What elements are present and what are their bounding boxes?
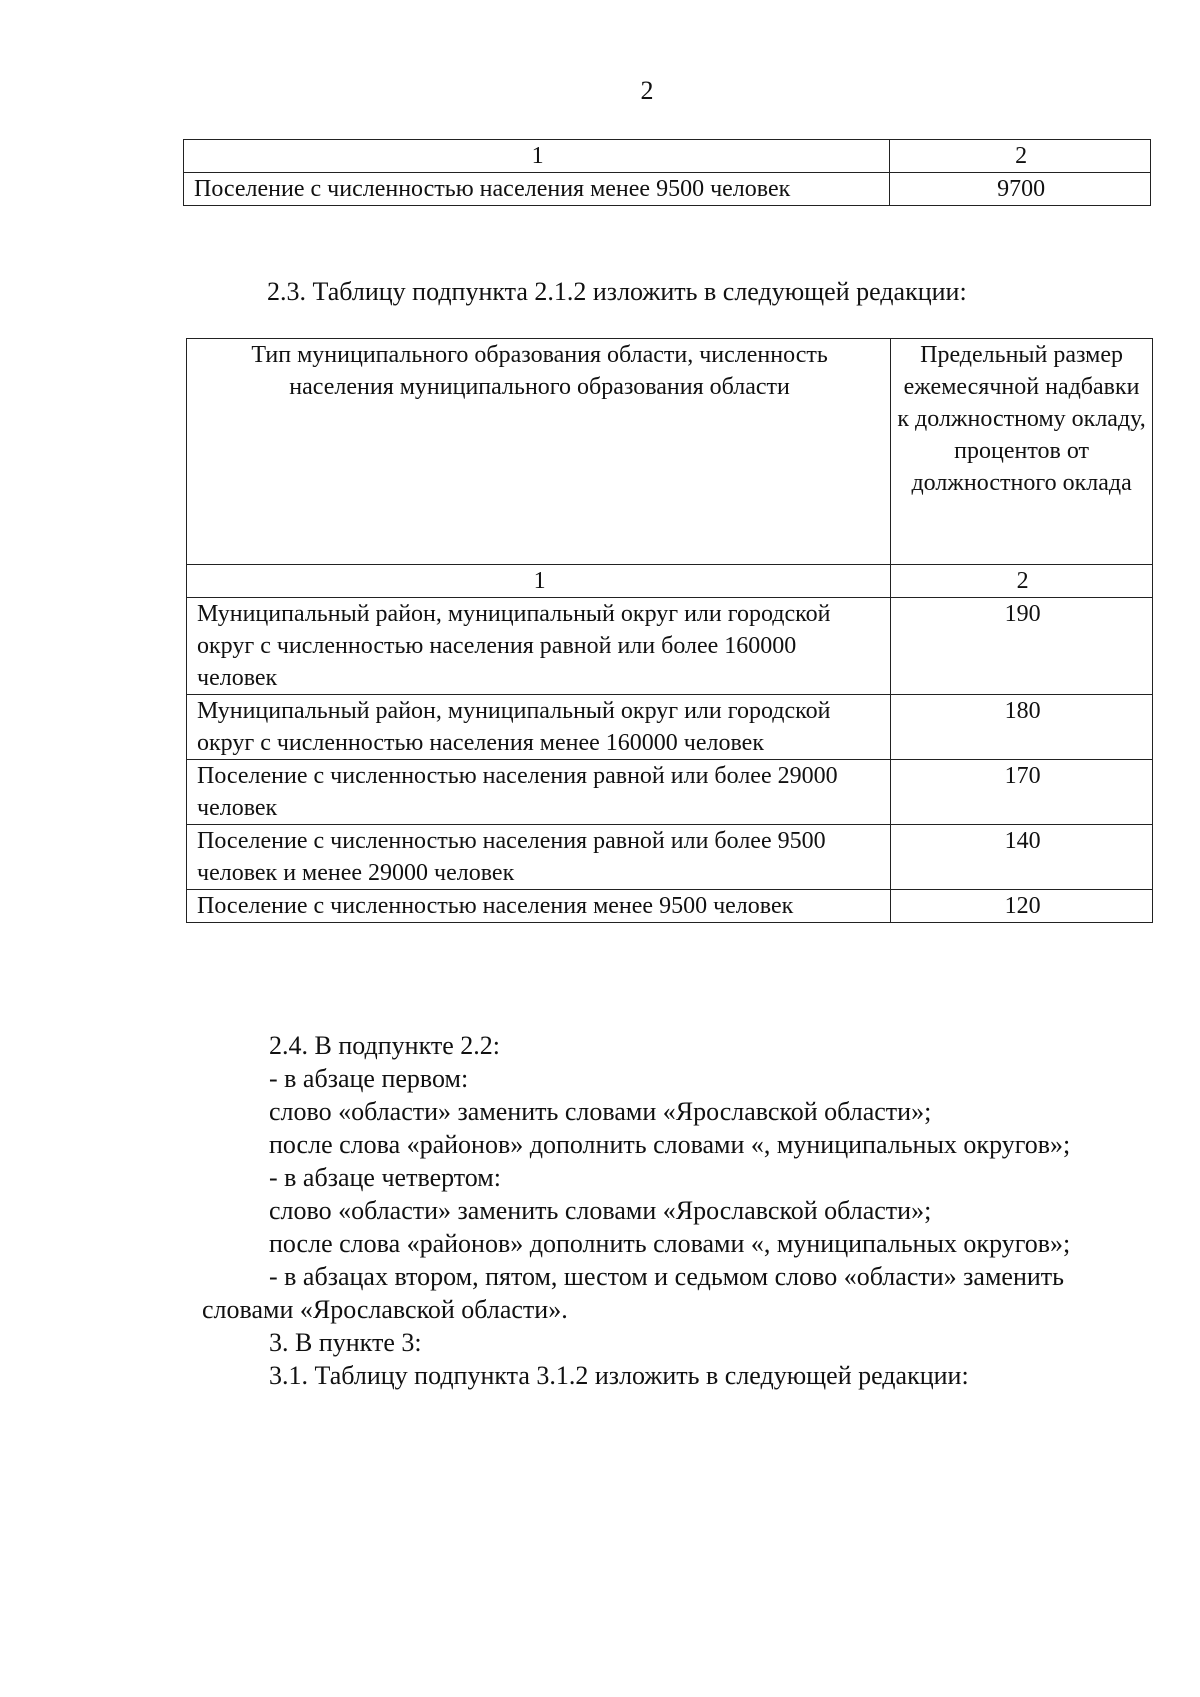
row-value: 120 <box>891 890 1153 923</box>
table-row <box>184 173 1151 206</box>
paragraph: 3.1. Таблицу подпункта 3.1.2 изложить в следующей редакции: <box>269 1361 969 1390</box>
column-index: 2 <box>891 565 1153 598</box>
paragraph: слово «области» заменить словами «Ярославской области»; <box>269 1196 932 1225</box>
table-index-row <box>184 140 1151 173</box>
paragraph: - в абзацах втором, пятом, шестом и седьмом слово «области» заменить <box>269 1262 1064 1291</box>
row-value: 190 <box>891 598 1153 695</box>
paragraph: - в абзаце четвертом: <box>269 1163 501 1192</box>
row-value: 180 <box>891 695 1153 760</box>
paragraph: после слова «районов» дополнить словами «, муниципальных округов»; <box>269 1130 1071 1159</box>
column-index: 1 <box>184 140 890 173</box>
row-label: Муниципальный район, муниципальный округ или городской округ с численностью населения равной или более 160000 человек <box>187 598 891 695</box>
paragraph: 2.4. В подпункте 2.2: <box>269 1031 500 1060</box>
allowance-table <box>186 338 1153 923</box>
table-row <box>187 760 1153 825</box>
paragraph: словами «Ярославской области». <box>202 1295 568 1324</box>
row-label: Поселение с численностью населения менее 9500 человек <box>187 890 891 923</box>
paragraph: слово «области» заменить словами «Ярославской области»; <box>269 1097 932 1126</box>
table-row <box>187 598 1153 695</box>
row-value: 9700 <box>890 173 1151 206</box>
paragraph: 3. В пункте 3: <box>269 1328 422 1357</box>
table-index-row <box>187 565 1153 598</box>
row-value: 140 <box>891 825 1153 890</box>
column-header-limit: Предельный размер ежемесячной надбавки к должностному окладу, процентов от должностного оклада <box>891 339 1153 565</box>
row-label: Поселение с численностью населения менее 9500 человек <box>184 173 890 206</box>
continued-table <box>183 139 1151 206</box>
row-label: Муниципальный район, муниципальный округ или городской округ с численностью населения менее 160000 человек <box>187 695 891 760</box>
table-row <box>187 695 1153 760</box>
column-index: 1 <box>187 565 891 598</box>
paragraph: - в абзаце первом: <box>269 1064 469 1093</box>
row-label: Поселение с численностью населения равной или более 29000 человек <box>187 760 891 825</box>
row-label: Поселение с численностью населения равной или более 9500 человек и менее 29000 человек <box>187 825 891 890</box>
column-header-type: Тип муниципального образования области, численность населения муниципального образования области <box>187 339 891 565</box>
table-header-row <box>187 339 1153 565</box>
page-number: 2 <box>640 76 654 105</box>
table-row <box>187 825 1153 890</box>
column-index: 2 <box>890 140 1151 173</box>
table-row <box>187 890 1153 923</box>
section-heading-2-3: 2.3. Таблицу подпункта 2.1.2 изложить в следующей редакции: <box>267 277 967 306</box>
paragraph: после слова «районов» дополнить словами «, муниципальных округов»; <box>269 1229 1071 1258</box>
row-value: 170 <box>891 760 1153 825</box>
